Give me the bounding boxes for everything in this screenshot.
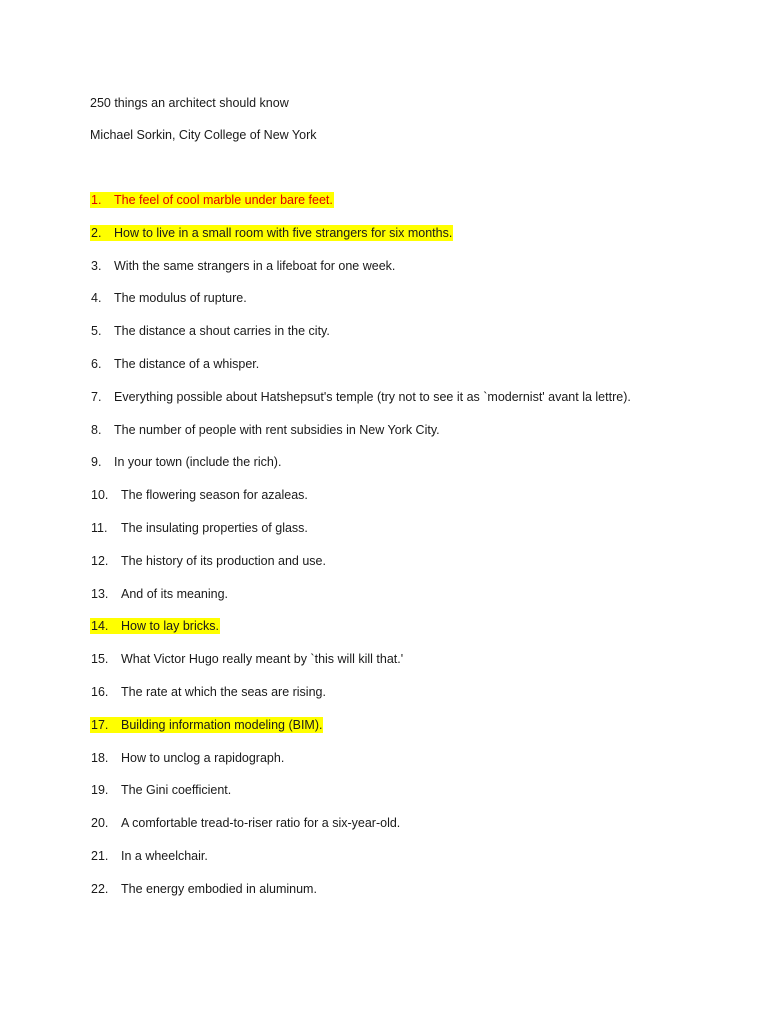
list-item-content [90, 651, 404, 667]
list-item-text: A comfortable tread-to-riser ratio for a six-year-old. [121, 816, 401, 831]
list-item-number: 20. [91, 816, 109, 831]
list-item-number: 5. [91, 324, 102, 339]
list-item [90, 618, 632, 651]
list-item-text: Building information modeling (BIM). [121, 717, 323, 732]
list-item-text: What Victor Hugo really meant by `this will kill that.' [121, 652, 404, 667]
list-item [90, 750, 632, 783]
numbered-list [90, 192, 632, 914]
list-item-number: 11. [91, 520, 108, 535]
list-item-text: The rate at which the seas are rising. [121, 684, 326, 699]
list-item-number: 14. [91, 619, 109, 634]
list-item [90, 586, 632, 619]
list-item-text: How to unclog a rapidograph. [121, 750, 285, 765]
list-item-content [90, 750, 285, 766]
list-item-content [90, 389, 632, 405]
list-item [90, 487, 632, 520]
document-title: 250 things an architect should know [90, 96, 289, 110]
list-item-number: 7. [91, 389, 102, 404]
list-item-number: 2. [91, 225, 102, 240]
list-item-number: 19. [91, 783, 109, 798]
list-item-content [90, 553, 327, 569]
list-item-number: 8. [91, 422, 102, 437]
list-item-text: The Gini coefficient. [121, 783, 232, 798]
list-item-content [90, 586, 229, 602]
list-item-content [90, 356, 260, 372]
list-item-number: 17. [91, 717, 109, 732]
list-item [90, 454, 632, 487]
list-item-text: The distance of a whisper. [114, 356, 260, 371]
list-item [90, 356, 632, 389]
list-item-number: 3. [91, 258, 102, 273]
list-item-text: In a wheelchair. [121, 848, 208, 863]
list-item-content [90, 815, 401, 831]
list-item [90, 717, 632, 750]
list-item-text: The distance a shout carries in the city. [114, 324, 330, 339]
list-item [90, 290, 632, 323]
list-item-text: And of its meaning. [121, 586, 229, 601]
list-item-content [90, 454, 282, 470]
list-item [90, 815, 632, 848]
list-item-number: 21. [91, 848, 109, 863]
list-item [90, 192, 632, 225]
list-item-text: In your town (include the rich). [114, 455, 282, 470]
list-item [90, 422, 632, 455]
list-item-text: The feel of cool marble under bare feet. [114, 193, 333, 207]
list-item-text: The insulating properties of glass. [121, 520, 308, 535]
list-item-number: 22. [91, 881, 109, 896]
list-item-content [90, 258, 396, 274]
list-item-content [90, 717, 323, 733]
list-item-text: How to lay bricks. [121, 619, 219, 634]
list-item-content [90, 782, 232, 798]
list-item-number: 12. [91, 553, 109, 568]
list-item-content [90, 520, 309, 536]
list-item [90, 389, 632, 422]
list-item-content [90, 422, 441, 438]
list-item-text: The history of its production and use. [121, 553, 326, 568]
list-item-content [90, 684, 327, 700]
list-item-content [90, 192, 334, 208]
list-item-number: 9. [91, 455, 102, 470]
list-item-number: 6. [91, 356, 102, 371]
document-author: Michael Sorkin, City College of New York [90, 128, 317, 142]
list-item-text: The modulus of rupture. [114, 291, 247, 306]
list-item-content [90, 618, 220, 634]
list-item [90, 651, 632, 684]
list-item-text: How to live in a small room with five strangers for six months. [114, 225, 453, 240]
list-item-text: The energy embodied in aluminum. [121, 881, 317, 896]
list-item-content [90, 225, 453, 241]
list-item-number: 10. [91, 488, 109, 503]
list-item-content [90, 848, 209, 864]
list-item-content [90, 323, 331, 339]
list-item [90, 553, 632, 586]
list-item-text: Everything possible about Hatshepsut's temple (try not to see it as `modernist' avant la lettre). [114, 389, 631, 404]
list-item [90, 881, 632, 914]
list-item-text: With the same strangers in a lifeboat for one week. [114, 258, 396, 273]
list-item-number: 15. [91, 652, 109, 667]
list-item [90, 323, 632, 356]
list-item [90, 684, 632, 717]
list-item [90, 782, 632, 815]
list-item-content [90, 881, 318, 897]
list-item-number: 18. [91, 750, 109, 765]
list-item-text: The number of people with rent subsidies in New York City. [114, 422, 440, 437]
list-item-number: 4. [91, 291, 102, 306]
list-item-content [90, 487, 309, 503]
list-item [90, 520, 632, 553]
list-item-content [90, 290, 248, 306]
list-item-number: 16. [91, 684, 109, 699]
list-item [90, 225, 632, 258]
list-item-text: The flowering season for azaleas. [121, 488, 308, 503]
list-item [90, 258, 632, 291]
list-item-number: 1. [91, 193, 102, 207]
list-item [90, 848, 632, 881]
list-item-number: 13. [91, 586, 109, 601]
